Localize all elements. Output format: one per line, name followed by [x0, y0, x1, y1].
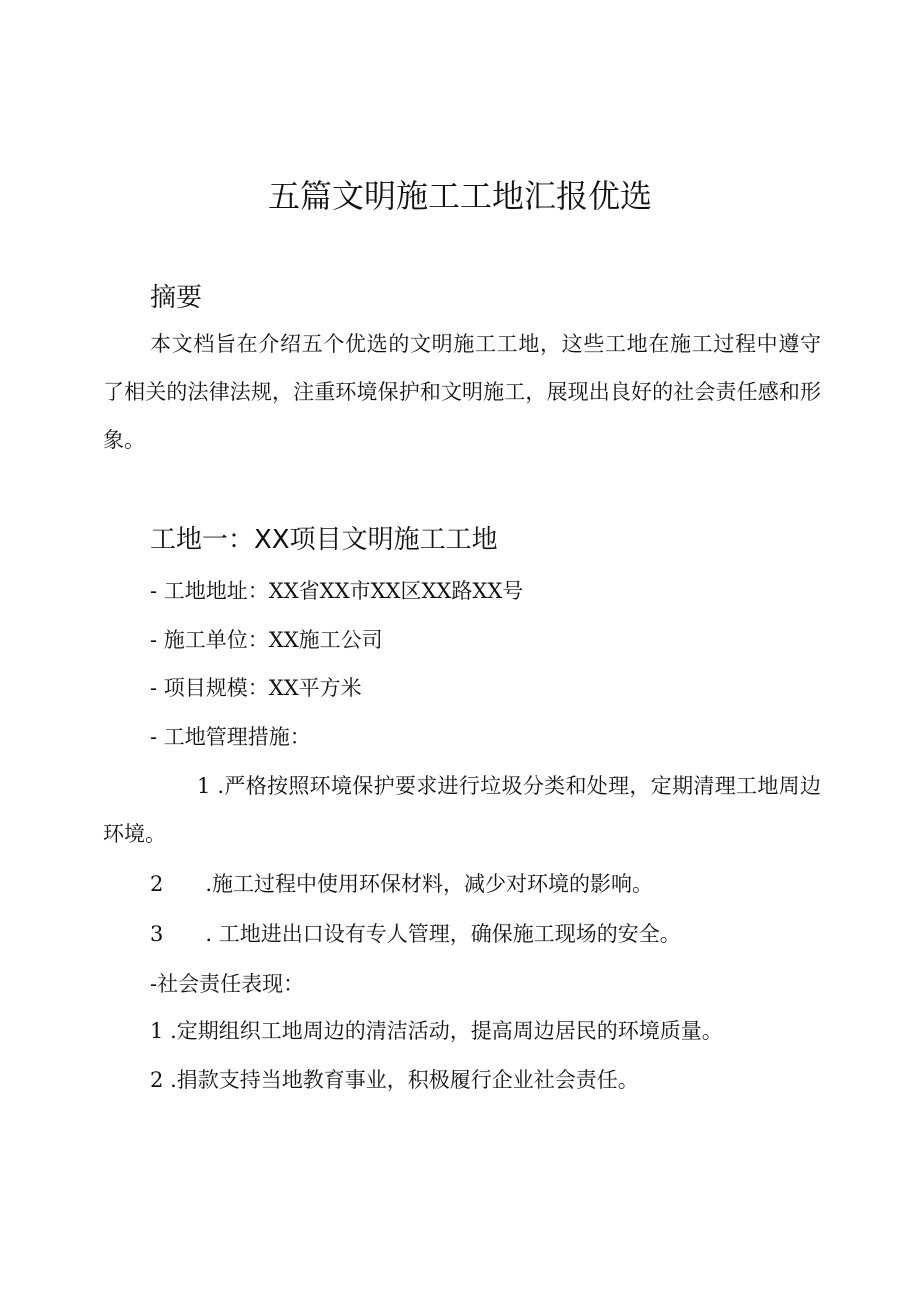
document-title: 五篇文明施工工地汇报优选: [267, 177, 652, 215]
social-item-2: [150, 1056, 639, 1104]
measure-number: 2: [150, 872, 164, 896]
social-item-1: [150, 1007, 723, 1055]
site1-scale: - 项目规模：XX平方米: [150, 676, 362, 700]
measure-text: .施工过程中使用环保材料，减少对环境的影响。: [205, 872, 654, 896]
measure-text: .严格按照环境保护要求进行垃圾分类和处理，定期清理工地周边环境。: [103, 774, 821, 846]
measure-item-3: [150, 910, 681, 958]
site1-social-label: -社会责任表现：: [150, 972, 305, 996]
measure-number: 1: [197, 774, 211, 798]
abstract-heading: 摘要: [150, 283, 203, 313]
site1-measures-label: - 工地管理措施：: [150, 725, 311, 749]
abstract-paragraph: 本文档旨在介绍五个优选的文明施工工地，这些工地在施工过程中遵守了相关的法律法规，注重环境保护和文明施工，展现出良好的社会责任感和形象。: [103, 332, 821, 452]
site1-address: - 工地地址：XX省XX市XX区XX路XX号: [150, 579, 524, 603]
measure-item-1: [103, 762, 821, 858]
site1-heading: 工地一：XX项目文明施工工地: [150, 525, 498, 555]
measure-item-2: [150, 860, 653, 908]
social-number: 1: [150, 1019, 164, 1043]
social-number: 2: [150, 1068, 164, 1092]
measure-number: 3: [150, 922, 164, 946]
social-text: .捐款支持当地教育事业，积极履行企业社会责任。: [170, 1068, 639, 1092]
social-text: .定期组织工地周边的清洁活动，提高周边居民的环境质量。: [170, 1019, 723, 1043]
site1-contractor: - 施工单位：XX施工公司: [150, 628, 383, 652]
measure-text: . 工地进出口设有专人管理，确保施工现场的安全。: [205, 922, 681, 946]
